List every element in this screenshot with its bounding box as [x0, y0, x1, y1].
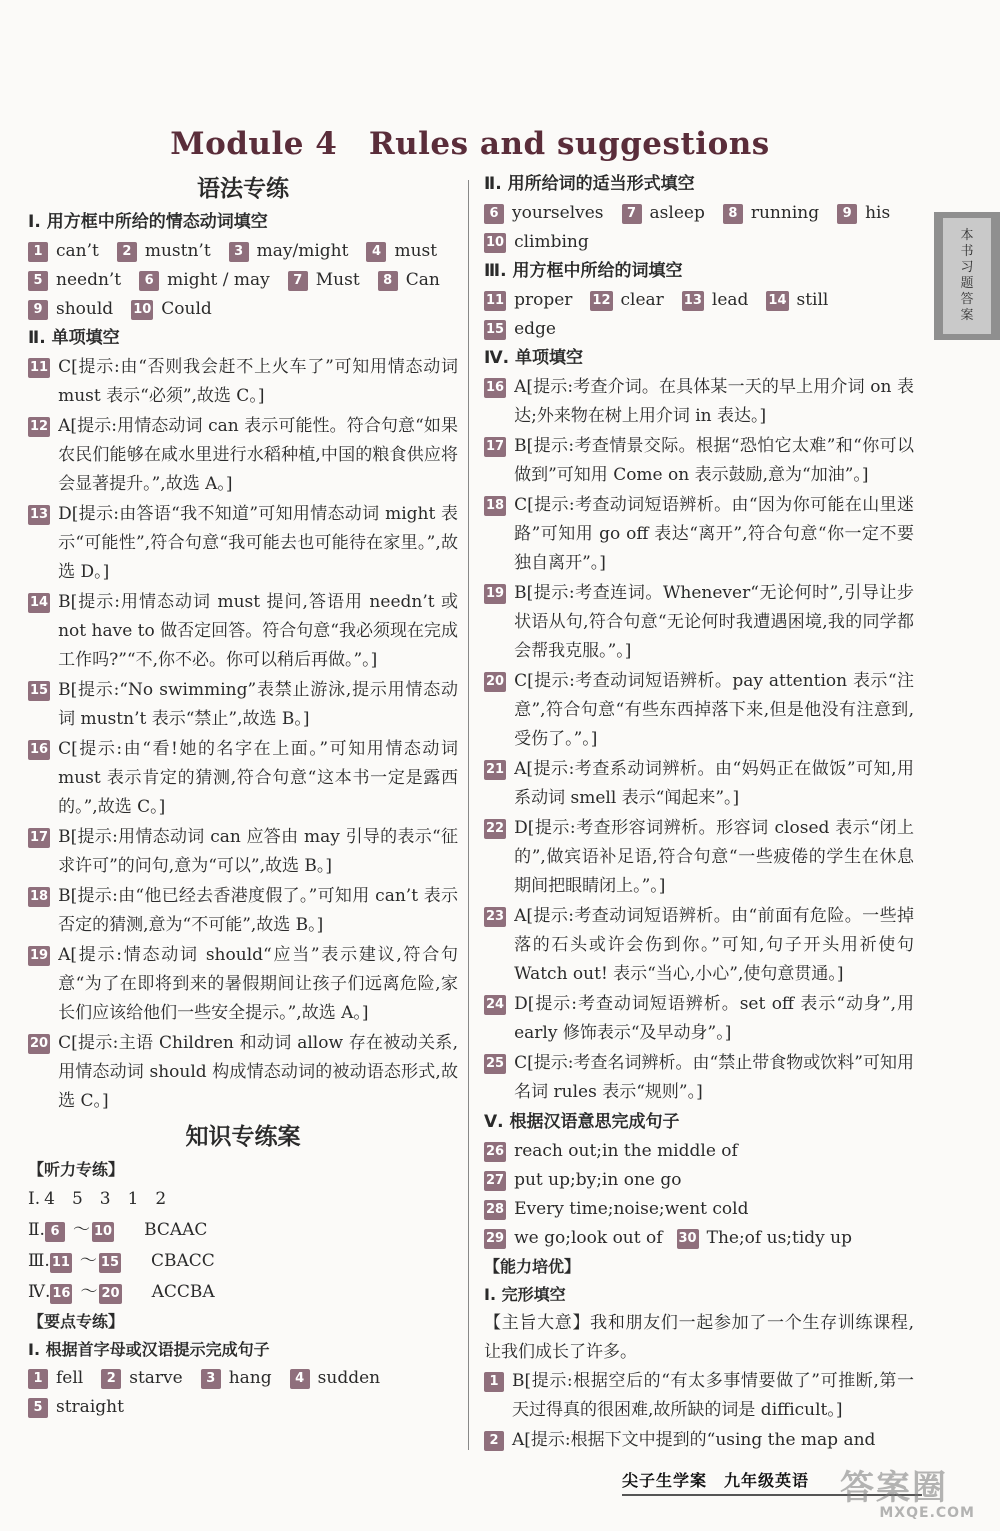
answer-note — [28, 1029, 458, 1116]
answer-note — [28, 676, 458, 734]
answer-text: lead — [711, 290, 749, 310]
question-number: 11 — [484, 291, 506, 311]
answer-text: Every time;noise;went cold — [514, 1199, 749, 1219]
g2-notes — [28, 353, 458, 1116]
answer-note — [28, 882, 458, 940]
answer-text: can’t — [56, 241, 99, 261]
note-text: B[提示:根据空后的“有太多事情要做了”可推断,第一天过得真的很困难,故所缺的词是 difficult。] — [512, 1371, 914, 1420]
answer-item — [28, 295, 113, 324]
answer-text: his — [865, 203, 891, 223]
listening-roman: Ⅳ. — [28, 1282, 51, 1302]
question-number: 10 — [131, 300, 153, 320]
note-text: C[提示:考查动词短语辨析。pay attention 表示“注意”,符合句意“有些东西掉落下来,但是他没有注意到,受伤了。”。] — [514, 671, 914, 749]
listening-line — [28, 1277, 458, 1308]
question-number: 24 — [484, 995, 506, 1015]
cloze-title: Ⅰ. 完形填空 — [484, 1285, 566, 1304]
question-number: 3 — [201, 1369, 221, 1389]
answer-item — [28, 237, 99, 266]
listening-line — [28, 1215, 458, 1246]
answer-text: starve — [129, 1368, 183, 1388]
question-number: 3 — [229, 242, 249, 262]
note-text: C[提示:由“看!她的名字在上面。”可知用情态动词 must 表示肯定的猜测,符合句意“这本书一定是露西的。”,故选 C。] — [58, 739, 458, 817]
question-number: 28 — [484, 1200, 506, 1220]
question-number: 14 — [766, 291, 788, 311]
question-number: 23 — [484, 907, 506, 927]
note-text: D[提示:由答语“我不知道”可知用情态动词 might 表示“可能性”,符合句意“我可能去也可能待在家里。”,故选 D。] — [58, 504, 458, 582]
range-end: 15 — [99, 1253, 121, 1273]
listening-title: 【听力专练】 — [28, 1160, 125, 1179]
listening-answer: 4 5 3 1 2 — [44, 1189, 167, 1209]
r5-title: Ⅴ. 根据汉语意思完成句子 — [484, 1112, 680, 1132]
answer-note — [484, 755, 914, 813]
answer-item — [101, 1364, 182, 1393]
question-number: 13 — [28, 505, 50, 525]
note-text: A[提示:考查介词。在具体某一天的早上用介词 on 表达;外来物在树上用介词 in 表达。] — [514, 377, 914, 426]
answer-text: should — [56, 299, 114, 319]
answer-item — [590, 286, 663, 315]
answer-note — [28, 823, 458, 881]
note-text: A[提示:考查动词短语辨析。由“前面有危险。一些掉落的石头或许会伤到你。”可知,句子开头用祈使句 Watch out! 表示“当心,小心”,使句意贯通。] — [514, 906, 914, 984]
question-number: 11 — [28, 358, 50, 378]
answer-item — [723, 199, 819, 228]
listening-line — [28, 1246, 458, 1277]
answer-item — [139, 266, 270, 295]
answer-note — [484, 1049, 914, 1107]
question-number: 16 — [28, 740, 50, 760]
note-text: B[提示:考查情景交际。根据“恐怕它太难”和“你可以做到”可知用 Come on 表示鼓励,意为“加油”。] — [514, 436, 914, 485]
question-number: 1 — [484, 1372, 504, 1392]
answer-note — [484, 667, 914, 754]
note-text: B[提示:由“他已经去香港度假了。”可知用 can’t 表示否定的猜测,意为“不可能”,故选 B。] — [58, 886, 458, 935]
question-number: 7 — [288, 271, 308, 291]
question-number: 4 — [366, 242, 386, 262]
listening-answer: CBACC — [151, 1251, 215, 1271]
answer-text: might / may — [167, 270, 270, 290]
question-number: 21 — [484, 760, 506, 780]
listening-answer: BCAAC — [144, 1220, 208, 1240]
answer-note — [484, 990, 914, 1048]
answer-note — [28, 735, 458, 822]
range-dash: ～ — [80, 1282, 98, 1302]
answer-note — [28, 500, 458, 587]
range-end: 20 — [99, 1284, 121, 1304]
answer-text: edge — [514, 319, 556, 339]
g2-title: Ⅱ. 单项填空 — [28, 328, 120, 348]
r3-title: Ⅲ. 用方框中所给的词填空 — [484, 261, 683, 281]
range-start: 11 — [50, 1253, 72, 1273]
watermark-url: MXQE.COM — [879, 1505, 975, 1521]
answer-text: The;of us;tidy up — [706, 1228, 853, 1248]
listening-answer: ACCBA — [151, 1282, 215, 1302]
question-number: 30 — [677, 1229, 699, 1249]
question-number: 18 — [28, 887, 50, 907]
g1-title: Ⅰ. 用方框中所给的情态动词填空 — [28, 212, 268, 232]
question-number: 9 — [28, 300, 48, 320]
question-number: 5 — [28, 271, 48, 291]
answer-text: clear — [620, 290, 664, 310]
answer-item — [28, 1364, 83, 1393]
question-number: 1 — [28, 242, 48, 262]
question-number: 15 — [28, 681, 50, 701]
answer-text: reach out;in the middle of — [514, 1141, 738, 1161]
answer-note — [484, 902, 914, 989]
question-number: 19 — [28, 946, 50, 966]
question-number: 8 — [378, 271, 398, 291]
answer-item — [484, 1166, 682, 1195]
listening-roman: Ⅰ. — [28, 1189, 41, 1209]
answer-item — [484, 1137, 738, 1166]
answer-item — [484, 1224, 663, 1253]
side-tab-char: 习 — [960, 260, 974, 275]
note-text: C[提示:考查动词短语辨析。由“因为你可能在山里迷路”可知用 go off 表达“离开”,符合句意“你一定不要独自离开”。] — [514, 495, 914, 573]
answer-text: Can — [405, 270, 440, 290]
answer-item — [378, 266, 440, 295]
listening-answers — [28, 1184, 458, 1308]
answer-item — [837, 199, 890, 228]
answer-item — [622, 199, 705, 228]
answer-item — [484, 315, 556, 344]
question-number: 26 — [484, 1142, 506, 1162]
question-number: 2 — [484, 1431, 504, 1451]
footer-text: 尖子生学案 九年级英语 — [622, 1471, 810, 1490]
question-number: 5 — [28, 1398, 48, 1418]
listening-roman: Ⅱ. — [28, 1220, 45, 1240]
answer-note — [484, 1367, 914, 1425]
side-tab-char: 题 — [960, 276, 974, 291]
question-number: 9 — [837, 204, 857, 224]
question-number: 12 — [28, 417, 50, 437]
listening-roman: Ⅲ. — [28, 1251, 50, 1271]
watermark-text: 答案圈 — [840, 1468, 948, 1508]
question-number: 10 — [484, 233, 506, 253]
r2-title: Ⅱ. 用所给词的适当形式填空 — [484, 174, 695, 194]
answer-note — [484, 373, 914, 431]
note-text: C[提示:主语 Children 和动词 allow 存在被动关系,用情态动词 should 构成情态动词的被动语态形式,故选 C。] — [58, 1033, 458, 1111]
question-number: 6 — [139, 271, 159, 291]
answer-text: asleep — [649, 203, 705, 223]
answer-text: yourselves — [512, 203, 604, 223]
cloze-notes — [484, 1367, 914, 1455]
answer-text: put up;by;in one go — [514, 1170, 682, 1190]
question-number: 22 — [484, 819, 506, 839]
question-number: 14 — [28, 593, 50, 613]
note-text: B[提示:“No swimming”表禁止游泳,提示用情态动词 mustn’t 表示“禁止”,故选 B。] — [58, 680, 458, 729]
watermark-stamp — [840, 1470, 975, 1522]
answer-note — [28, 412, 458, 499]
answer-item — [201, 1364, 272, 1393]
answer-note — [28, 588, 458, 675]
question-number: 2 — [117, 242, 137, 262]
note-text: A[提示:用情态动词 can 表示可能性。符合句意“如果农民们能够在咸水里进行水稻种植,中国的粮食供应将会显著提升。”,故选 A。] — [58, 416, 458, 494]
question-number: 17 — [28, 828, 50, 848]
answer-text: may/might — [256, 241, 349, 261]
keypoints-title: 【要点专练】 — [28, 1312, 125, 1331]
question-number: 7 — [622, 204, 642, 224]
question-number: 20 — [484, 672, 506, 692]
page-title: Module 4 Rules and suggestions — [170, 126, 770, 162]
note-text: C[提示:由“否则我会赶不上火车了”可知用情态动词 must 表示“必须”,故选 C。] — [58, 357, 458, 406]
answer-text: mustn’t — [144, 241, 211, 261]
range-dash: ～ — [72, 1220, 90, 1240]
answer-item — [229, 237, 349, 266]
question-number: 20 — [28, 1034, 50, 1054]
r4-notes — [484, 373, 914, 1107]
main-idea: 【主旨大意】我和朋友们一起参加了一个生存训练课程,让我们成长了许多。 — [484, 1313, 914, 1362]
question-number: 29 — [484, 1229, 506, 1249]
note-text: C[提示:考查名词辨析。由“禁止带食物或饮料”可知用名词 rules 表示“规则”。] — [514, 1053, 914, 1102]
question-number: 19 — [484, 584, 506, 604]
side-tab-char: 答 — [960, 292, 974, 307]
note-text: D[提示:考查动词短语辨析。set off 表示“动身”,用 early 修饰表示“及早动身”。] — [514, 994, 914, 1043]
answer-item — [131, 295, 212, 324]
answer-item — [28, 1393, 124, 1422]
g1-answers — [28, 237, 458, 324]
note-text: A[提示:情态动词 should“应当”表示建议,符合句意“为了在即将到来的暑假期间让孩子们远离危险,家长们应该给他们一些安全提示。”,故选 A。] — [58, 945, 458, 1023]
answer-note — [484, 1426, 914, 1455]
answer-note — [484, 491, 914, 578]
question-number: 27 — [484, 1171, 506, 1191]
answer-text: straight — [56, 1397, 124, 1417]
grammar-heading: 语法专练 — [197, 175, 289, 202]
r4-title: Ⅳ. 单项填空 — [484, 348, 584, 368]
answer-text: hang — [228, 1368, 272, 1388]
question-number: 15 — [484, 320, 506, 340]
answer-text: proper — [514, 290, 573, 310]
question-number: 8 — [723, 204, 743, 224]
note-text: D[提示:考查形容词辨析。形容词 closed 表示“闭上的”,做宾语补足语,符合句意“一些疲倦的学生在休息期间把眼睛闭上。”。] — [514, 818, 914, 896]
answer-item — [366, 237, 437, 266]
range-end: 10 — [92, 1222, 114, 1242]
answer-text: climbing — [514, 232, 589, 252]
left-column — [28, 170, 458, 1422]
note-text: A[提示:考查系动词辨析。由“妈妈正在做饭”可知,用系动词 smell 表示“闻起来”。] — [514, 759, 914, 808]
answer-item — [484, 199, 604, 228]
question-number: 6 — [484, 204, 504, 224]
answer-text: Must — [315, 270, 360, 290]
answer-note — [28, 353, 458, 411]
answer-item — [117, 237, 211, 266]
answer-item — [484, 1195, 748, 1224]
answer-item — [28, 266, 121, 295]
answer-text: must — [394, 241, 438, 261]
answer-text: fell — [56, 1368, 84, 1388]
question-number: 13 — [682, 291, 704, 311]
answer-note — [484, 579, 914, 666]
note-text: B[提示:考查连词。Whenever“无论何时”,引导让步状语从句,符合句意“无论何时我遭遇困境,我的同学都会帮我克服。”。] — [514, 583, 914, 661]
answer-text: we go;look out of — [514, 1228, 663, 1248]
question-number: 17 — [484, 437, 506, 457]
kp1-title: Ⅰ. 根据首字母或汉语提示完成句子 — [28, 1340, 270, 1359]
answer-text: sudden — [317, 1368, 381, 1388]
answer-note — [28, 941, 458, 1028]
question-number: 16 — [484, 378, 506, 398]
answer-item — [484, 228, 589, 257]
note-text: A[提示:根据下文中提到的“using the map and — [512, 1430, 876, 1450]
side-tab-label — [943, 218, 991, 334]
answer-item — [682, 286, 749, 315]
r2-answers — [484, 199, 914, 257]
answer-item — [290, 1364, 380, 1393]
answer-item — [288, 266, 360, 295]
answer-note — [484, 814, 914, 901]
question-number: 12 — [590, 291, 612, 311]
question-number: 25 — [484, 1054, 506, 1074]
answer-note — [484, 432, 914, 490]
note-text: B[提示:用情态动词 can 应答由 may 引导的表示“征求许可”的问句,意为“可以”,故选 B。] — [58, 827, 458, 876]
range-dash: ～ — [79, 1251, 97, 1271]
answer-text: needn’t — [56, 270, 122, 290]
kp1-answers — [28, 1364, 458, 1422]
right-column — [484, 170, 914, 1456]
answer-item — [484, 286, 572, 315]
answer-text: still — [796, 290, 829, 310]
r3-answers — [484, 286, 914, 344]
question-number: 4 — [290, 1369, 310, 1389]
side-tab-char: 案 — [960, 308, 974, 323]
side-tab-char: 书 — [960, 244, 974, 259]
r5-answers — [484, 1137, 914, 1253]
column-divider — [468, 180, 469, 1450]
side-tab-char: 本 — [960, 228, 974, 243]
answer-item — [766, 286, 828, 315]
answer-text: Could — [161, 299, 212, 319]
question-number: 18 — [484, 496, 506, 516]
range-start: 6 — [45, 1222, 65, 1242]
question-number: 1 — [28, 1369, 48, 1389]
question-number: 2 — [101, 1369, 121, 1389]
range-start: 16 — [50, 1284, 72, 1304]
ability-title: 【能力培优】 — [484, 1257, 581, 1276]
answer-text: running — [750, 203, 820, 223]
knowledge-heading: 知识专练案 — [185, 1123, 301, 1150]
note-text: B[提示:用情态动词 must 提问,答语用 needn’t 或 not have to 做否定回答。符合句意“我必须现在完成工作吗?”“不,你不必。你可以稍后再做。”。] — [58, 592, 458, 670]
side-tab — [934, 212, 1000, 340]
listening-line — [28, 1184, 458, 1215]
answer-item — [677, 1224, 853, 1253]
